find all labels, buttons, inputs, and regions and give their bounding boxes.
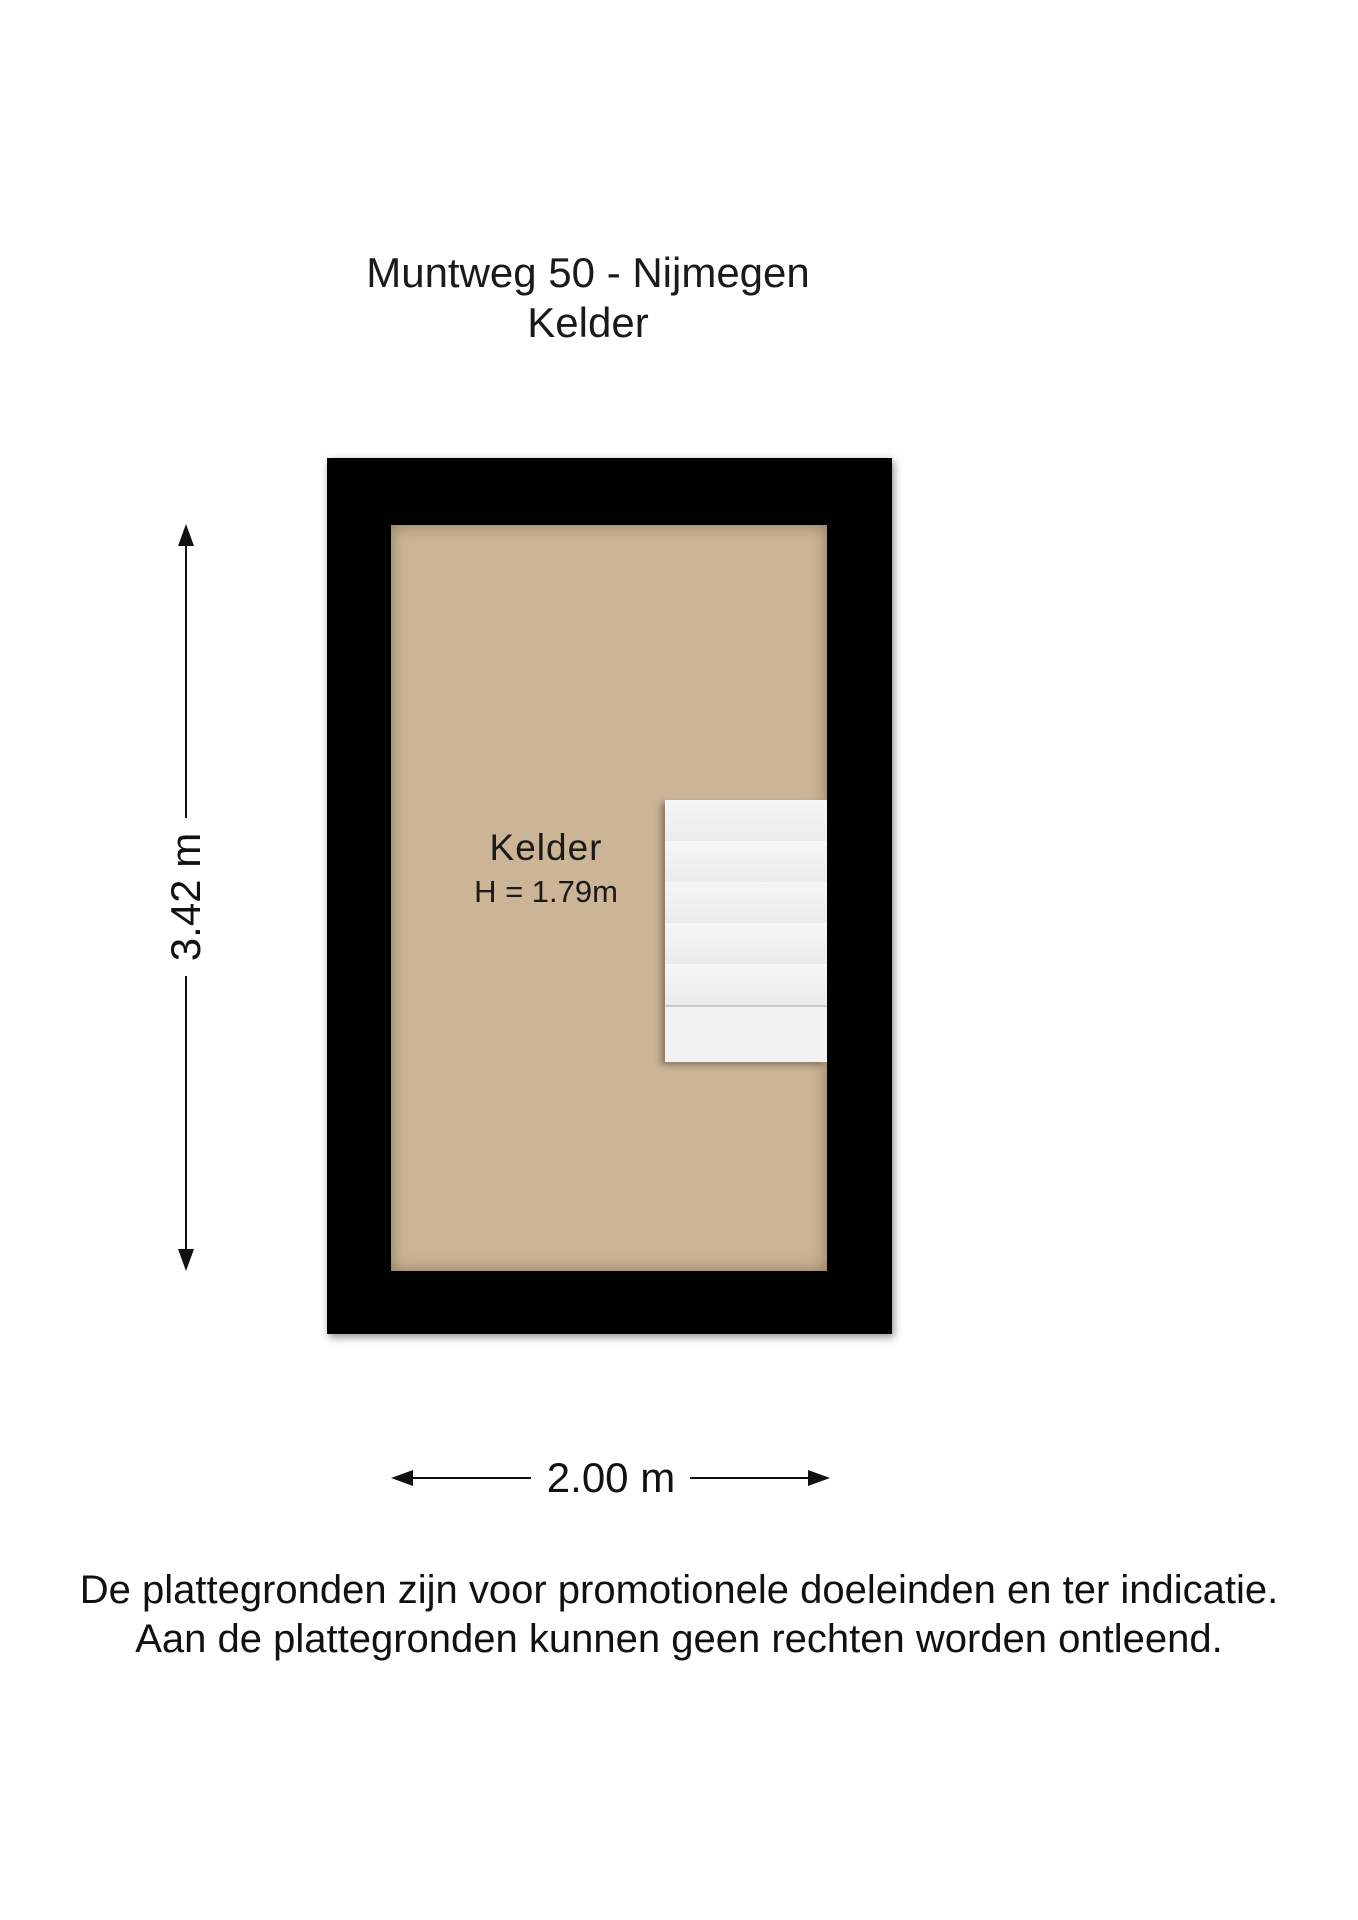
disclaimer xyxy=(0,1566,1358,1664)
arrow-right-icon xyxy=(808,1470,830,1486)
plan-address: Muntweg 50 - Nijmegen xyxy=(366,249,810,296)
height-dimension-text: 3.42 m xyxy=(162,832,209,962)
arrow-left-icon xyxy=(391,1470,413,1486)
room-name: Kelder xyxy=(489,827,603,868)
width-dimension-label: 2.00 m xyxy=(546,1454,676,1501)
room-height: H = 1.79m xyxy=(474,874,618,909)
disclaimer-line-1: De plattegronden zijn voor promotionele doeleinden en ter indicatie. xyxy=(79,1568,1279,1612)
arrow-down-icon xyxy=(178,1249,194,1271)
plan-floor-name: Kelder xyxy=(527,299,649,346)
arrow-up-icon xyxy=(178,524,194,546)
disclaimer-line-2: Aan de plattegronden kunnen geen rechten worden ontleend. xyxy=(135,1617,1223,1661)
